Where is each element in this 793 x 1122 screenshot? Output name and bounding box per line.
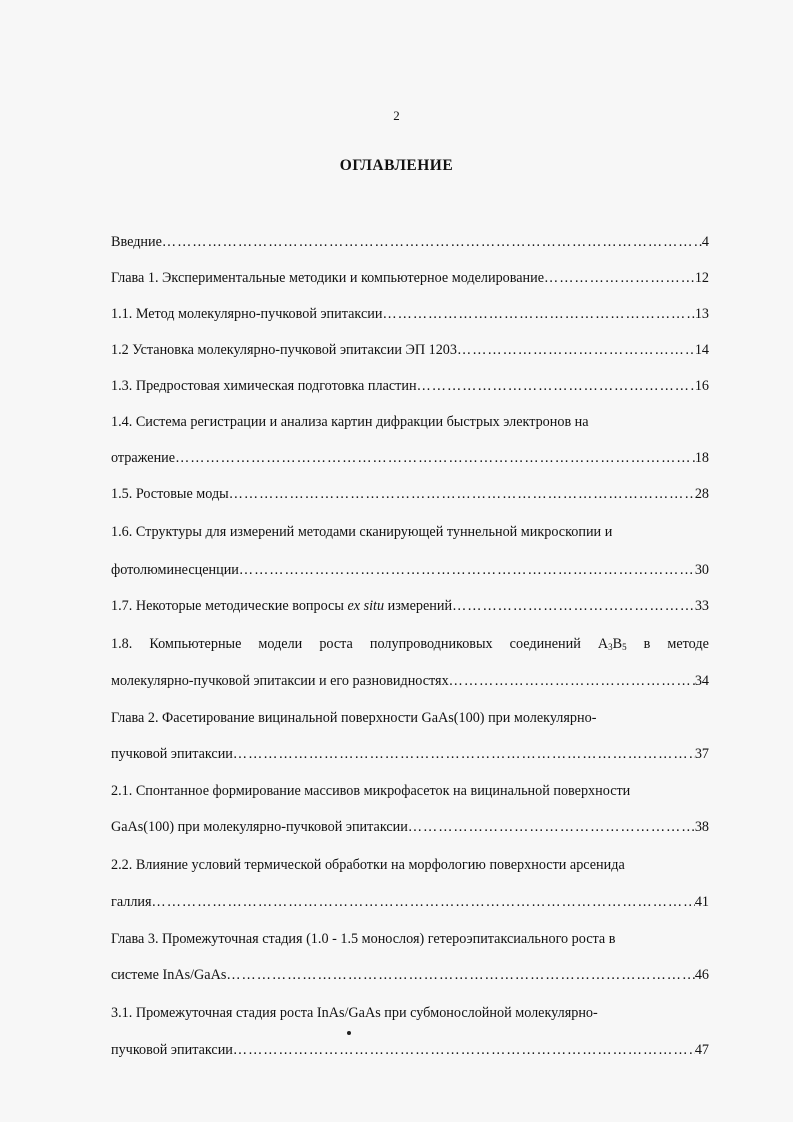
toc-entry-1-6-cont[interactable] [111,561,709,579]
toc-entry-text-cont: системе InAs/GaAs [111,967,227,983]
toc-page-number: 37 [694,746,709,762]
toc-page-number: 12 [694,270,709,286]
toc-entry-text-cont: отражение [111,450,176,466]
toc-entry-1-5[interactable] [111,485,709,503]
leader-dots [162,233,702,251]
toc-entry-text: 1.4. Система регистрации и анализа картин дифракции быстрых электронов на [111,414,589,430]
toc-entry-text: 1.2 Установка молекулярно-пучковой эпитаксии ЭП 1203 [111,342,457,358]
toc-page-number: 30 [694,562,709,578]
toc-entry-text: Введние [111,234,162,250]
toc-entry-1-3[interactable] [111,377,709,395]
toc-page-number: 14 [694,342,709,358]
leader-dots [457,341,695,359]
toc-page-number: 13 [694,306,709,322]
toc-entry-chapter-3-cont[interactable] [111,966,709,984]
toc-entry-2-2-cont[interactable] [111,893,709,911]
toc-entry-3-1-cont[interactable] [111,1041,709,1059]
toc-entry-text: Глава 3. Промежуточная стадия (1.0 - 1.5 монослоя) гетероэпитаксиального роста в [111,931,616,947]
toc-entry-text-cont: пучковой эпитаксии [111,746,233,762]
toc-entry-1-2[interactable] [111,341,709,359]
scan-speck [347,1031,351,1035]
toc-entry-text: 3.1. Промежуточная стадия роста InAs/GaAs при субмонослойной молекулярно- [111,1005,598,1021]
leader-dots [382,305,694,323]
toc-entry-1-8-cont[interactable] [111,672,709,690]
toc-entry-text: 1.7. Некоторые методические вопросы ex situ измерений [111,598,453,614]
toc-page-number: 38 [694,819,709,835]
toc-entry-text-cont: GaAs(100) при молекулярно-пучковой эпитаксии [111,819,408,835]
toc-entry-text: 2.1. Спонтанное формирование массивов микрофасеток на вицинальной поверхности [111,783,631,799]
toc-entry-text: 2.2. Влияние условий термической обработки на морфологию поверхности арсенида [111,857,625,873]
toc-entry-text: 1.3. Предростовая химическая подготовка пластин [111,378,417,394]
toc-entry-text: 1.5. Ростовые моды [111,486,229,502]
leader-dots [417,377,695,395]
toc-entry-1-8[interactable]: 1.8. Компьютерные модели роста полупроводниковых соединений $A_3B_5$ в методе [111,636,709,652]
formula-a3b5: $A_3B_5$ [597,636,627,652]
toc-entry-chapter-2-cont[interactable] [111,745,709,763]
toc-page-number: 34 [694,673,709,689]
toc-entry-text: Глава 2. Фасетирование вицинальной поверхности GaAs(100) при молекулярно- [111,710,597,726]
leader-dots [452,597,695,615]
toc-entry-chapter-1[interactable] [111,269,709,287]
leader-dots [233,1041,695,1059]
toc-entry-1-4[interactable] [111,413,709,431]
leader-dots [226,966,694,984]
toc-page-number: 46 [694,967,709,983]
leader-dots [239,561,695,579]
toc-page-number: 4 [701,234,709,250]
toc-page-number: 18 [694,450,709,466]
toc-entry-text-cont: галлия [111,894,152,910]
toc-entry-chapter-2[interactable] [111,709,709,727]
toc-page-number: 33 [694,598,709,614]
toc-entry-text-cont: молекулярно-пучковой эпитаксии и его разновидностях [111,673,449,689]
toc-entry-text-cont: фотолюминесценции [111,562,239,578]
page-title: ОГЛАВЛЕНИЕ [339,157,454,174]
toc-entry-text: 1.1. Метод молекулярно-пучковой эпитаксии [111,306,383,322]
toc-page-number: 16 [694,378,709,394]
toc-entry-1-6[interactable] [111,523,709,541]
page-number: 2 [393,108,400,123]
toc-entry-1-4-cont[interactable] [111,449,709,467]
toc-entry-2-1[interactable] [111,782,709,800]
leader-dots [408,818,695,836]
toc-entry-text: Глава 1. Экспериментальные методики и компьютерное моделирование [111,270,545,286]
toc-page-number: 47 [694,1042,709,1058]
toc-entry-1-7[interactable] [111,597,709,615]
toc-page-number: 28 [694,486,709,502]
toc-entry-text: 1.6. Структуры для измерений методами сканирующей туннельной микроскопии и [111,524,613,540]
toc-entry-1-1[interactable] [111,305,709,323]
toc-entry-2-2[interactable] [111,856,709,874]
leader-dots [449,672,695,690]
toc-entry-2-1-cont[interactable] [111,818,709,836]
toc-entry-chapter-3[interactable] [111,930,709,948]
toc-entry-3-1[interactable] [111,1004,709,1022]
toc-entry-intro[interactable] [111,233,709,251]
toc-page-number: 41 [694,894,709,910]
leader-dots [544,269,695,287]
leader-dots [152,893,695,911]
leader-dots [229,485,695,503]
italic-term: ex situ [347,598,385,614]
leader-dots [233,745,695,763]
toc-entry-text-cont: пучковой эпитаксии [111,1042,233,1058]
leader-dots [175,449,695,467]
